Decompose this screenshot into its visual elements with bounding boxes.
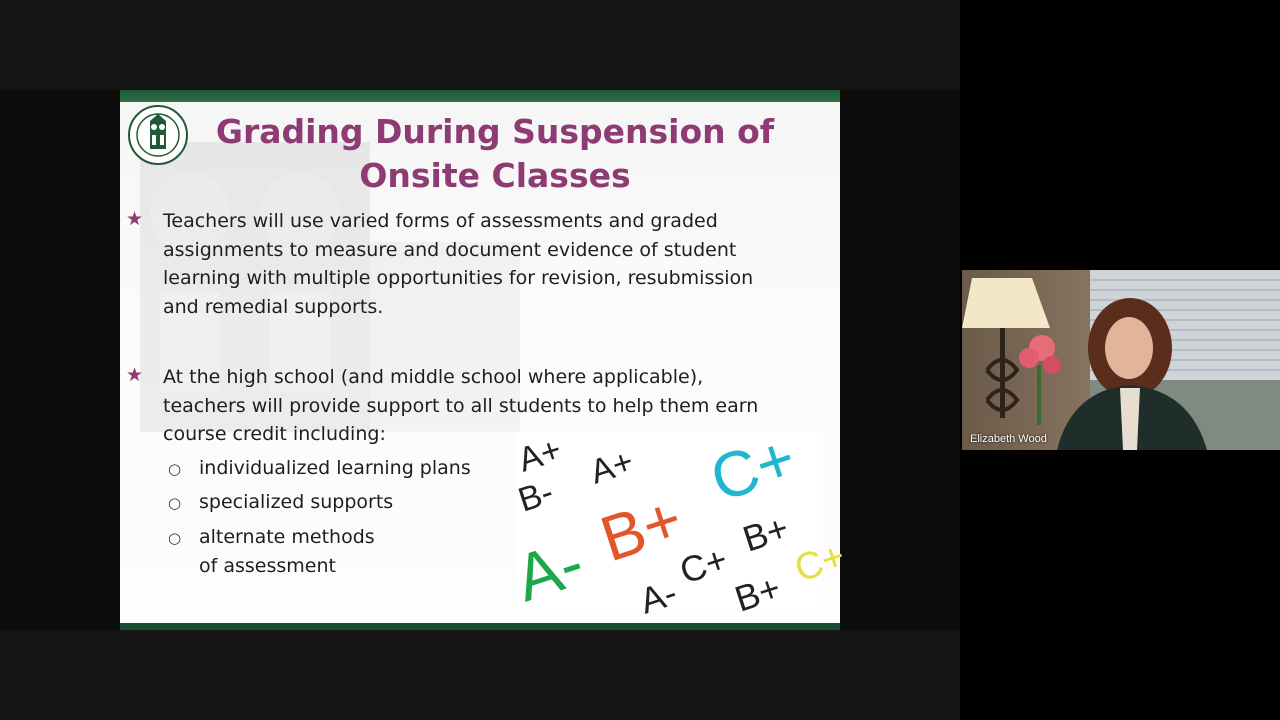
grade-token: B+: [737, 506, 794, 560]
sub-item-1: individualized learning plans: [199, 457, 471, 479]
grade-token: A-: [506, 524, 593, 616]
sub-item-2: specialized supports: [199, 491, 394, 513]
district-seal-logo: [128, 105, 188, 165]
circle-bullet-icon: ○: [168, 529, 182, 547]
grade-token: B-: [513, 472, 558, 520]
sub-item-3: alternate methods of assessment: [199, 526, 375, 577]
grade-token: C+: [789, 535, 850, 591]
share-bottom-band: [0, 630, 960, 720]
star-bullet-icon: ★: [126, 208, 144, 230]
circle-bullet-icon: ○: [168, 494, 182, 512]
slide-title: Grading During Suspension of Onsite Classes: [215, 112, 775, 195]
grade-token: A+: [585, 442, 638, 492]
grade-token: A+: [513, 430, 566, 480]
letter-grades-image: [506, 421, 850, 622]
grade-token: B+: [592, 482, 691, 576]
grade-token: C+: [674, 538, 733, 592]
star-bullet-icon: ★: [126, 364, 144, 386]
grade-token: B+: [729, 566, 786, 620]
presentation-slide: [120, 90, 850, 630]
participant-video-tile[interactable]: [962, 270, 1280, 450]
participant-name-label: Elizabeth Wood: [970, 433, 1047, 445]
webcam-video-feed: [962, 270, 1280, 450]
letter-grades-art: [506, 421, 850, 622]
bullet-2-text: At the high school (and middle school where applicable), teachers will provide support to all students to help them earn course credit including:: [163, 366, 759, 446]
grade-token: A-: [634, 571, 682, 622]
bullet-1-text: Teachers will use varied forms of assessments and graded assignments to measure and document evidence of student learning with multiple opportunities for revision, resubmission and remedial supports.: [163, 210, 754, 318]
slide-bottom-bar: [120, 623, 840, 630]
slide-top-bar: [120, 90, 840, 102]
share-top-band: [0, 0, 960, 90]
circle-bullet-icon: ○: [168, 460, 182, 478]
grade-token: C+: [702, 421, 804, 516]
